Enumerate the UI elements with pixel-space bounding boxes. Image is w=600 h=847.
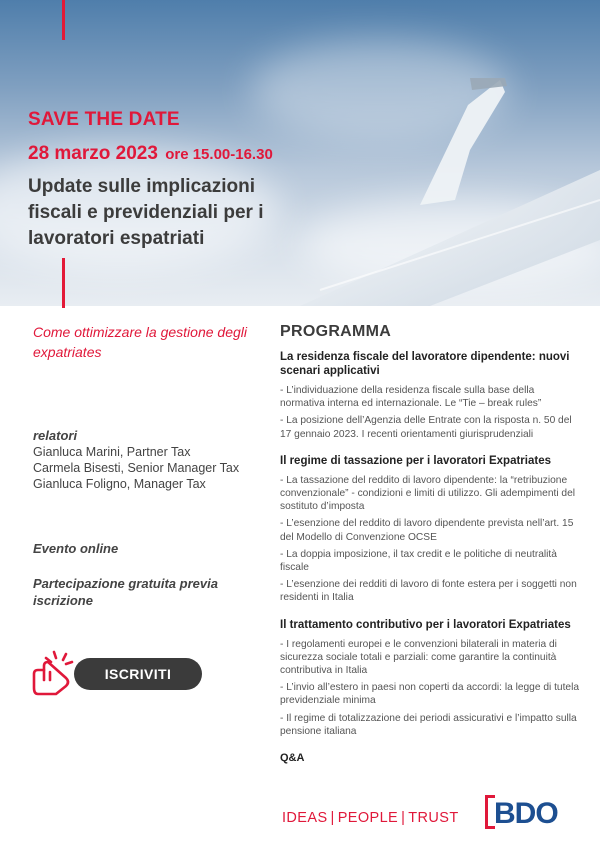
event-time: ore 15.00-16.30 — [165, 146, 273, 163]
accent-bar — [62, 258, 65, 308]
accent-bar — [62, 0, 65, 40]
bdo-logo-text: BDO — [494, 797, 558, 829]
register-button[interactable]: ISCRIVITI — [74, 658, 202, 690]
programme-bullet: - La posizione dell’Agenzia delle Entrate con la risposta n. 50 del 17 gennaio 2023. I recenti orientamenti giurisprudenziali — [280, 415, 572, 440]
separator: | — [401, 810, 406, 826]
programme-bullet: - L’esenzione del reddito di lavoro dipendente prevista nell’art. 15 del Modello di Convenzione OCSE — [280, 518, 574, 543]
speakers-heading: relatori — [33, 428, 78, 443]
bdo-logo — [485, 795, 577, 829]
register-cta[interactable] — [26, 648, 186, 696]
free-participation-label: Partecipazione gratuita previa iscrizione — [33, 576, 218, 608]
programme-section — [280, 350, 580, 441]
speakers-block — [33, 428, 239, 492]
programme-bullet: - L’individuazione della residenza fiscale sulla base della normativa interna ed internazionale. Le “Tie – break rules” — [280, 385, 542, 410]
footer-trust: TRUST — [408, 810, 459, 826]
programme-section — [280, 454, 580, 605]
programme-bullet: - La tassazione del reddito di lavoro dipendente: la “retribuzione convenzionale” - condizioni e limiti di utilizzo. Gli adempimenti del sostituto d’imposta — [280, 474, 576, 513]
event-title: Update sulle implicazioni fiscali e previdenziali per i lavoratori espatriati — [28, 176, 264, 249]
programme-bullet: - L’invio all’estero in paesi non coperti da accordi: la legge di tutela previdenziale minima — [280, 682, 580, 707]
footer-people: PEOPLE — [337, 810, 399, 826]
footer-tagline — [282, 810, 459, 826]
event-online-label: Evento online — [33, 541, 119, 556]
save-the-date-label: SAVE THE DATE — [28, 109, 180, 130]
section-title: La residenza fiscale del lavoratore dipendente: nuovi scenari applicativi — [280, 351, 570, 377]
programme-bullet: - Il regime di totalizzazione dei periodi assicurativi e l’impatto sulla pensione italiana — [280, 712, 577, 737]
programme-bullet: - L’esenzione dei redditi di lavoro di fonte estera per i soggetti non residenti in Italia — [280, 579, 577, 604]
programme-bullet: - La doppia imposizione, il tax credit e le politiche di neutralità fiscale — [280, 548, 557, 574]
event-date-value: 28 marzo 2023 — [28, 143, 158, 164]
footer-ideas: IDEAS — [282, 810, 328, 826]
programme-section — [280, 618, 580, 738]
qa-label: Q&A — [280, 752, 305, 765]
separator: | — [330, 810, 335, 826]
section-title: Il trattamento contributivo per i lavoratori Expatriates — [280, 618, 571, 631]
speaker-item: Gianluca Foligno, Manager Tax — [33, 477, 206, 491]
speaker-item: Gianluca Marini, Partner Tax — [33, 445, 191, 459]
left-column — [33, 322, 263, 362]
section-title: Il regime di tassazione per i lavoratori Expatriates — [280, 454, 551, 467]
speaker-item: Carmela Bisesti, Senior Manager Tax — [33, 461, 240, 475]
programme-bullet: - I regolamenti europei e le convenzioni bilaterali in materia di sicurezza sociale totali e parziali: come garantire la continuità contributiva in Italia — [280, 638, 557, 677]
event-date — [28, 143, 273, 165]
programme-column — [280, 323, 580, 765]
tagline: Come ottimizzare la gestione degli expatriates — [33, 324, 247, 360]
programme-heading: PROGRAMMA — [280, 323, 392, 340]
